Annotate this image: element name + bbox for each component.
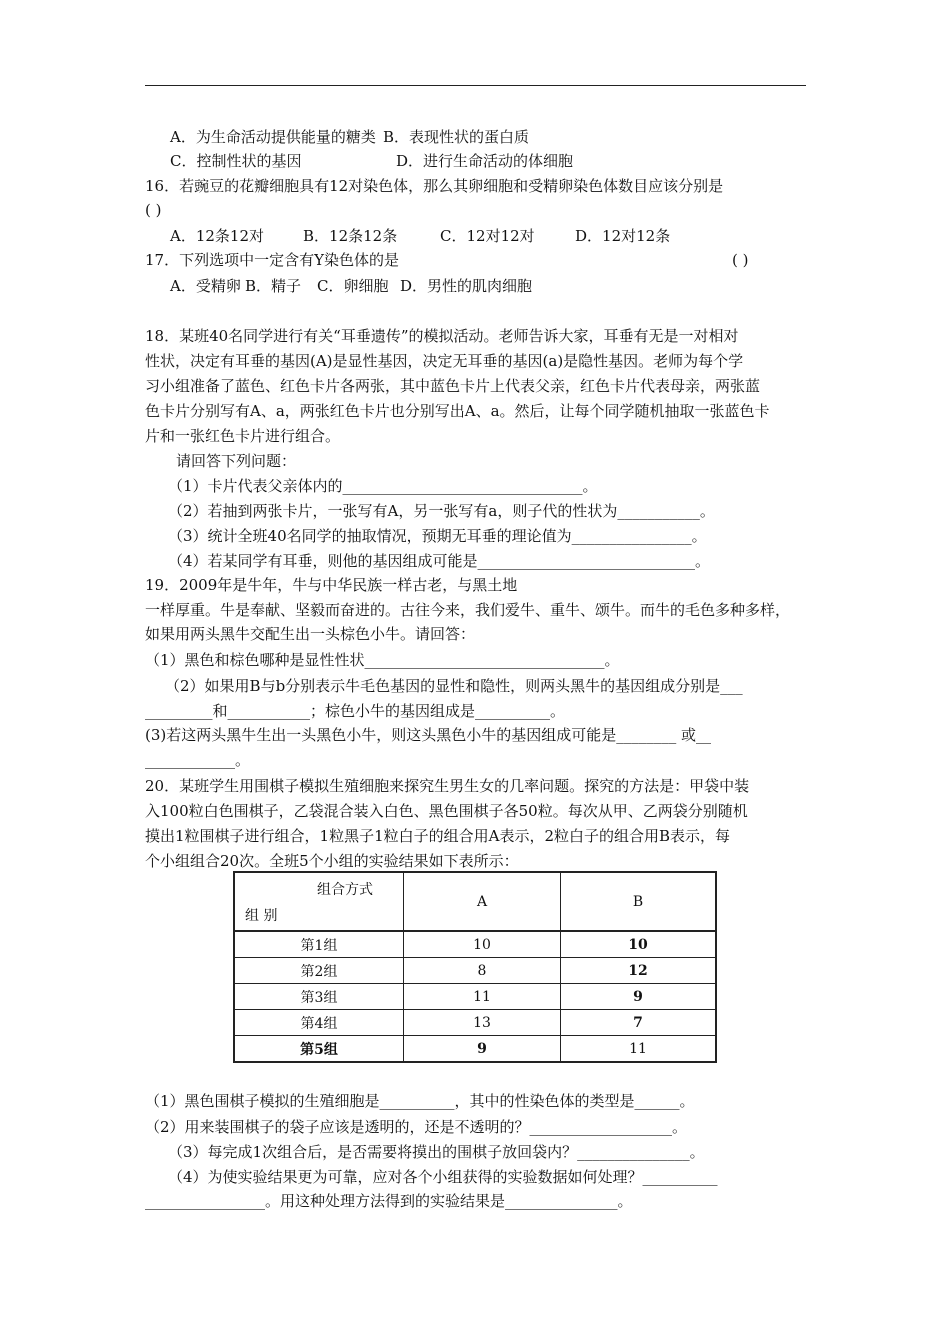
q18-prompt: 请回答下列问题： bbox=[176, 452, 297, 470]
q19-sub-3: (3)若这两头黑牛生出一头黑色小牛，则这头黑色小牛的基因组成可能是________ 或__ bbox=[145, 726, 712, 744]
results-table bbox=[233, 871, 717, 1063]
q16-option-d: D．12对12条 bbox=[575, 227, 671, 245]
q16-stem: 16．若豌豆的花瓣细胞具有12对染色体，那么其卵细胞和受精卵染色体数目应该分别是 bbox=[145, 177, 724, 195]
q16-option-a: A．12条12对 bbox=[170, 227, 265, 245]
header-group: 组 别 bbox=[245, 908, 278, 924]
cell-b: 12 bbox=[561, 958, 717, 984]
cell-a: 11 bbox=[404, 984, 561, 1010]
header-corner bbox=[234, 872, 404, 931]
cell-a: 8 bbox=[404, 958, 561, 984]
q16-option-c: C．12对12对 bbox=[440, 227, 535, 245]
header-rule bbox=[145, 85, 806, 86]
q20-sub-3: （3）每完成1次组合后，是否需要将摸出的围棋子放回袋内？_______________。 bbox=[168, 1143, 705, 1161]
table-row bbox=[234, 1036, 716, 1063]
q15-option-a: A．为生命活动提供能量的糖类 bbox=[170, 128, 376, 146]
q18-sub-4: （4）若某同学有耳垂，则他的基因组成可能是_____________________________。 bbox=[168, 552, 711, 570]
cell-a: 13 bbox=[404, 1010, 561, 1036]
q18-text: 性状，决定有耳垂的基因(A)是显性基因，决定无耳垂的基因(a)是隐性基因。老师为每个学 bbox=[145, 352, 744, 370]
header-b: B bbox=[561, 872, 717, 931]
header-a: A bbox=[404, 872, 561, 931]
cell-group: 第2组 bbox=[234, 958, 404, 984]
q17-option-a: A．受精卵 bbox=[170, 277, 241, 295]
q20-sub-1: （1）黑色围棋子模拟的生殖细胞是__________，其中的性染色体的类型是______。 bbox=[145, 1092, 695, 1110]
cell-group: 第5组 bbox=[234, 1036, 404, 1063]
q19-text: 19．2009年是牛年，牛与中华民族一样古老，与黑土地 bbox=[145, 576, 518, 594]
q16-option-b: B．12条12条 bbox=[303, 227, 398, 245]
q20-text: 个小组组合20次。全班5个小组的实验结果如下表所示： bbox=[145, 852, 519, 870]
q19-sub-3-cont: ____________。 bbox=[145, 751, 251, 769]
q20-sub-2: （2）用来装围棋子的袋子应该是透明的，还是不透明的？___________________。 bbox=[145, 1118, 688, 1136]
table-row bbox=[234, 984, 716, 1010]
q18-sub-2: （2）若抽到两张卡片，一张写有A，另一张写有a，则子代的性状为___________。 bbox=[168, 502, 715, 520]
cell-group: 第4组 bbox=[234, 1010, 404, 1036]
table-row bbox=[234, 931, 716, 958]
q20-sub-4: （4）为使实验结果更为可靠，应对各个小组获得的实验数据如何处理？__________ bbox=[168, 1168, 718, 1186]
cell-b: 7 bbox=[561, 1010, 717, 1036]
q15-option-b: B．表现性状的蛋白质 bbox=[383, 128, 530, 146]
q20-text: 入100粒白色围棋子，乙袋混合装入白色、黑色围棋子各50粒。每次从甲、乙两袋分别随机 bbox=[145, 802, 748, 820]
q19-text: 如果用两头黑牛交配生出一头棕色小牛。请回答： bbox=[145, 625, 476, 643]
q18-sub-3: （3）统计全班40名同学的抽取情况，预期无耳垂的理论值为________________。 bbox=[168, 527, 707, 545]
q18-text: 色卡片分别写有A、a，两张红色卡片也分别写出A、a。然后，让每个同学随机抽取一张蓝色卡 bbox=[145, 402, 770, 420]
q20-text: 摸出1粒围棋子进行组合，1粒黑子1粒白子的组合用A表示，2粒白子的组合用B表示，每 bbox=[145, 827, 731, 845]
q17-paren: ( ) bbox=[732, 251, 749, 269]
table-row bbox=[234, 1010, 716, 1036]
q19-text: 一样厚重。牛是奉献、坚毅而奋进的。古往今来，我们爱牛、重牛、颂牛。而牛的毛色多种多样， bbox=[145, 601, 791, 619]
q20-text: 20．某班学生用围棋子模拟生殖细胞来探究生男生女的几率问题。探究的方法是：甲袋中装 bbox=[145, 777, 750, 795]
cell-b: 10 bbox=[561, 931, 717, 958]
cell-group: 第3组 bbox=[234, 984, 404, 1010]
header-combo: 组合方式 bbox=[317, 882, 373, 898]
table-row bbox=[234, 958, 716, 984]
cell-a: 10 bbox=[404, 931, 561, 958]
q18-text: 片和一张红色卡片进行组合。 bbox=[145, 427, 341, 445]
q17-option-c: C．卵细胞 bbox=[317, 277, 389, 295]
q15-option-c: C．控制性状的基因 bbox=[170, 152, 302, 170]
q15-option-d: D．进行生命活动的体细胞 bbox=[396, 152, 574, 170]
cell-group: 第1组 bbox=[234, 931, 404, 958]
q19-sub-2: （2）如果用B与b分别表示牛毛色基因的显性和隐性，则两头黑牛的基因组成分别是___ bbox=[165, 677, 743, 695]
q18-text: 18．某班40名同学进行有关“耳垂遗传”的模拟活动。老师告诉大家，耳垂有无是一对相对 bbox=[145, 327, 739, 345]
q17-stem: 17．下列选项中一定含有Y染色体的是 bbox=[145, 251, 399, 269]
q17-option-d: D．男性的肌肉细胞 bbox=[400, 277, 533, 295]
q18-sub-1: （1）卡片代表父亲体内的________________________________。 bbox=[168, 477, 598, 495]
q20-sub-4-cont: ________________。用这种处理方法得到的实验结果是_______________。 bbox=[145, 1192, 633, 1210]
cell-b: 11 bbox=[561, 1036, 717, 1063]
q19-sub-1: （1）黑色和棕色哪种是显性性状________________________________。 bbox=[145, 651, 620, 669]
cell-a: 9 bbox=[404, 1036, 561, 1063]
q19-sub-2-cont: _________和___________；棕色小牛的基因组成是__________。 bbox=[145, 702, 566, 720]
q18-text: 习小组准备了蓝色、红色卡片各两张，其中蓝色卡片上代表父亲，红色卡片代表母亲，两张蓝 bbox=[145, 377, 761, 395]
cell-b: 9 bbox=[561, 984, 717, 1010]
q16-paren: ( ) bbox=[145, 201, 162, 219]
q17-option-b: B．精子 bbox=[245, 277, 302, 295]
